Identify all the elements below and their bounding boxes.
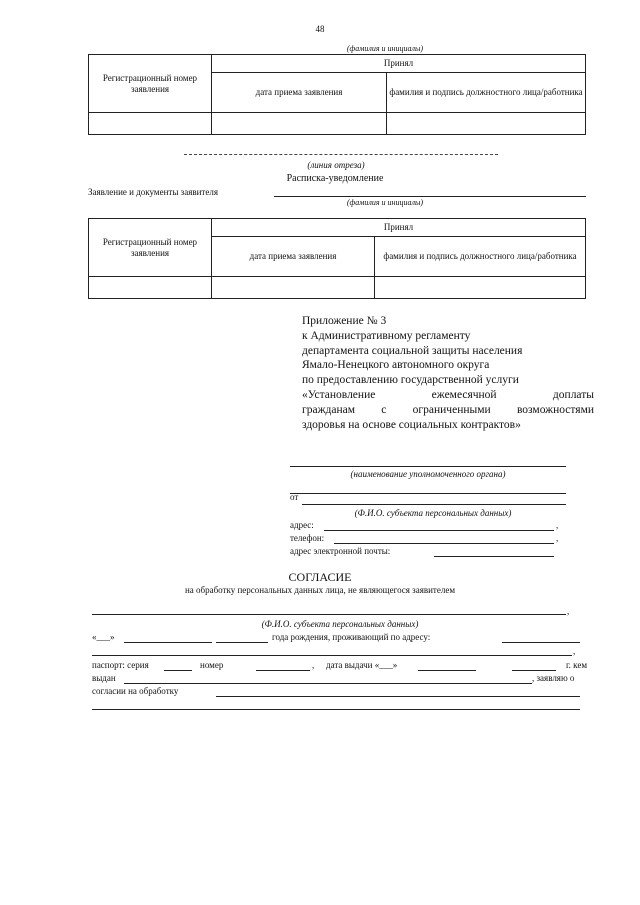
- reg-number-cell[interactable]: [89, 277, 212, 299]
- appendix-line: по предоставлению государственной услуги: [302, 374, 519, 387]
- phone-input[interactable]: [334, 533, 554, 544]
- official-header: фамилия и подпись должностного лица/работника: [375, 237, 586, 277]
- passport-number-input[interactable]: [256, 660, 310, 671]
- appendix-line: «Установление ежемесячной доплаты: [302, 388, 594, 401]
- cut-line: [184, 154, 498, 155]
- date-cell[interactable]: [212, 113, 387, 135]
- passport-series-input[interactable]: [164, 660, 192, 671]
- appendix-line: Ямало-Ненецкого автономного округа: [302, 359, 490, 372]
- birth-line-text: года рождения, проживающий по адресу:: [272, 632, 431, 642]
- receipt-fio-line[interactable]: [274, 186, 586, 197]
- fio-caption-receipt: (фамилия и инициалы): [346, 198, 424, 207]
- reg-number-cell[interactable]: [89, 113, 212, 135]
- consent-fio-comma: ,: [567, 606, 570, 616]
- reg-number-header: Регистрационный номер заявления: [89, 55, 212, 113]
- consent-subject-caption: (Ф.И.О. субъекта персональных данных): [261, 619, 419, 629]
- from-fio-line[interactable]: [302, 496, 566, 505]
- consent-title: СОГЛАСИЕ: [288, 570, 352, 584]
- email-label: адрес электронной почты:: [290, 546, 391, 556]
- consent-label: согласии на обработку: [92, 686, 179, 696]
- official-header: фамилия и подпись должностного лица/работника: [387, 73, 586, 113]
- birth-day[interactable]: «___»: [92, 632, 115, 642]
- issue-month-input[interactable]: [418, 660, 476, 671]
- organ-caption: (наименование уполномоченного органа): [350, 469, 506, 479]
- address-label: адрес:: [290, 520, 314, 530]
- appendix-number: Приложение № 3: [302, 315, 387, 327]
- year-suffix: г. кем: [566, 660, 588, 670]
- accepted-header: Принял: [212, 55, 586, 73]
- issued-by-input[interactable]: [124, 673, 532, 684]
- date-header: дата приема заявления: [212, 73, 387, 113]
- consent-fio-line[interactable]: [92, 604, 566, 615]
- appendix-block: [302, 314, 594, 432]
- issue-comma: ,: [312, 660, 315, 670]
- issue-year-input[interactable]: [512, 660, 556, 671]
- residence-input[interactable]: [502, 632, 580, 643]
- accepted-header: Принял: [212, 219, 586, 237]
- cut-line-caption: (линия отреза): [307, 160, 365, 170]
- issued-label: выдан: [92, 673, 116, 683]
- receipt-title: Расписка-уведомление: [286, 173, 384, 184]
- phone-comma: ,: [556, 533, 559, 543]
- email-input[interactable]: [434, 546, 554, 557]
- receipt-line-label: Заявление и документы заявителя: [88, 187, 218, 197]
- registration-table-top: [88, 54, 586, 135]
- birth-year-input[interactable]: [216, 632, 268, 643]
- date-cell[interactable]: [212, 277, 375, 299]
- reg-number-header: Регистрационный номер заявления: [89, 219, 212, 277]
- fio-caption-top: (фамилия и инициалы): [346, 44, 424, 53]
- residence-comma: ,: [573, 646, 576, 656]
- passport-series-label: паспорт: серия: [92, 660, 149, 670]
- issue-date-label[interactable]: дата выдачи «___»: [326, 660, 398, 670]
- declare-label: , заявляю о: [532, 673, 575, 683]
- address-input[interactable]: [324, 520, 554, 531]
- consent-processing-line-2[interactable]: [92, 699, 580, 710]
- organ-line[interactable]: [290, 456, 566, 467]
- consent-processing-input[interactable]: [216, 686, 580, 697]
- passport-number-label: номер: [200, 660, 224, 670]
- residence-line-2[interactable]: [92, 645, 572, 656]
- consent-subtitle: на обработку персональных данных лица, не являющегося заявителем: [184, 585, 456, 595]
- from-label: от: [290, 492, 299, 502]
- phone-label: телефон:: [290, 533, 325, 543]
- subject-caption: (Ф.И.О. субъекта персональных данных): [354, 508, 512, 518]
- appendix-line: департамента социальной защиты населения: [302, 344, 523, 357]
- page-number: 48: [315, 24, 325, 34]
- appendix-line: гражданам с ограниченными возможностями: [302, 403, 594, 416]
- official-cell[interactable]: [375, 277, 586, 299]
- appendix-line: к Административному регламенту: [302, 329, 471, 342]
- appendix-line: здоровья на основе социальных контрактов»: [302, 418, 521, 431]
- address-comma: ,: [556, 520, 559, 530]
- from-line[interactable]: [290, 483, 566, 494]
- registration-table-receipt: [88, 218, 586, 299]
- official-cell[interactable]: [387, 113, 586, 135]
- date-header: дата приема заявления: [212, 237, 375, 277]
- birth-month-input[interactable]: [124, 632, 212, 643]
